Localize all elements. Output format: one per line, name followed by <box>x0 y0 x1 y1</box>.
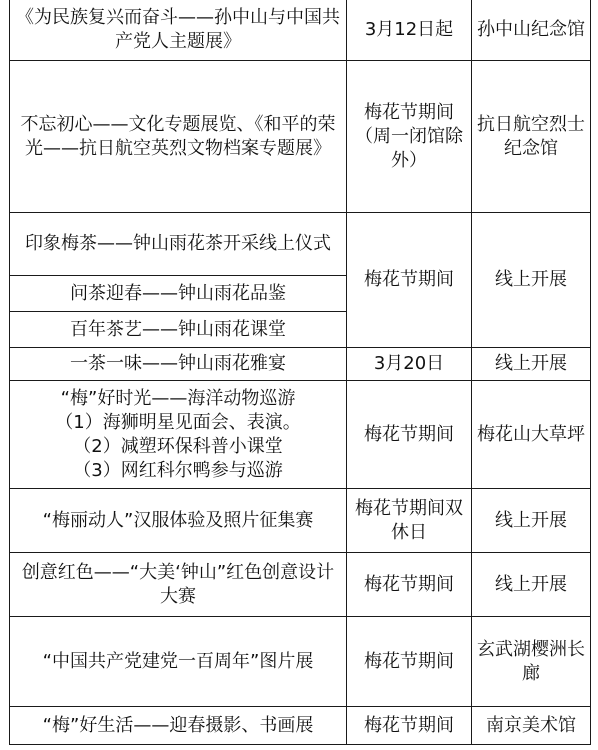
place-cell: 线上开展 <box>472 348 591 381</box>
place-cell: 南京美术馆 <box>472 707 591 745</box>
place-cell: 抗日航空烈士纪念馆 <box>472 61 591 213</box>
table-row <box>10 213 591 276</box>
events-table <box>9 0 591 745</box>
event-cell: 一茶一味——钟山雨花雅宴 <box>10 348 347 381</box>
time-cell: 梅花节期间 <box>347 617 472 707</box>
table-row <box>10 707 591 745</box>
event-subitem: （1）海狮明星见面会、表演。 <box>55 411 301 433</box>
table-row <box>10 381 591 489</box>
time-cell: 梅花节期间双休日 <box>347 489 472 553</box>
time-cell: 3月12日起 <box>347 0 472 61</box>
time-cell: 3月20日 <box>347 348 472 381</box>
time-cell: 梅花节期间 <box>347 213 472 348</box>
time-cell: 梅花节期间（周一闭馆除外） <box>347 61 472 213</box>
event-cell: 《为民族复兴而奋斗——孙中山与中国共产党人主题展》 <box>10 0 347 61</box>
table-row <box>10 489 591 553</box>
place-cell: 梅花山大草坪 <box>472 381 591 489</box>
place-cell: 玄武湖樱洲长廊 <box>472 617 591 707</box>
time-cell: 梅花节期间 <box>347 553 472 617</box>
event-cell: “中国共产党建党一百周年”图片展 <box>10 617 347 707</box>
event-subitem: （3）网红科尔鸭参与巡游 <box>73 459 283 481</box>
time-cell: 梅花节期间 <box>347 707 472 745</box>
table-row <box>10 617 591 707</box>
event-title: “梅”好时光——海洋动物巡游 <box>60 387 296 409</box>
time-cell: 梅花节期间 <box>347 381 472 489</box>
event-cell: 创意红色——“大美‘钟山”红色创意设计大赛 <box>10 553 347 617</box>
place-cell: 线上开展 <box>472 213 591 348</box>
event-subitem: （2）减塑环保科普小课堂 <box>73 435 283 457</box>
event-cell: “梅丽动人”汉服体验及照片征集赛 <box>10 489 347 553</box>
place-cell: 孙中山纪念馆 <box>472 0 591 61</box>
table-row <box>10 553 591 617</box>
event-cell: 不忘初心——文化专题展览、《和平的荣光——抗日航空英烈文物档案专题展》 <box>10 61 347 213</box>
event-cell: “梅”好生活——迎春摄影、书画展 <box>10 707 347 745</box>
table-row <box>10 0 591 61</box>
event-cell: 百年茶艺——钟山雨花课堂 <box>10 312 347 348</box>
event-cell: 印象梅茶——钟山雨花茶开采线上仪式 <box>10 213 347 276</box>
place-cell: 线上开展 <box>472 489 591 553</box>
place-cell: 线上开展 <box>472 553 591 617</box>
event-cell <box>10 381 347 489</box>
table-row <box>10 348 591 381</box>
table-row <box>10 61 591 213</box>
event-cell: 问茶迎春——钟山雨花品鉴 <box>10 276 347 312</box>
